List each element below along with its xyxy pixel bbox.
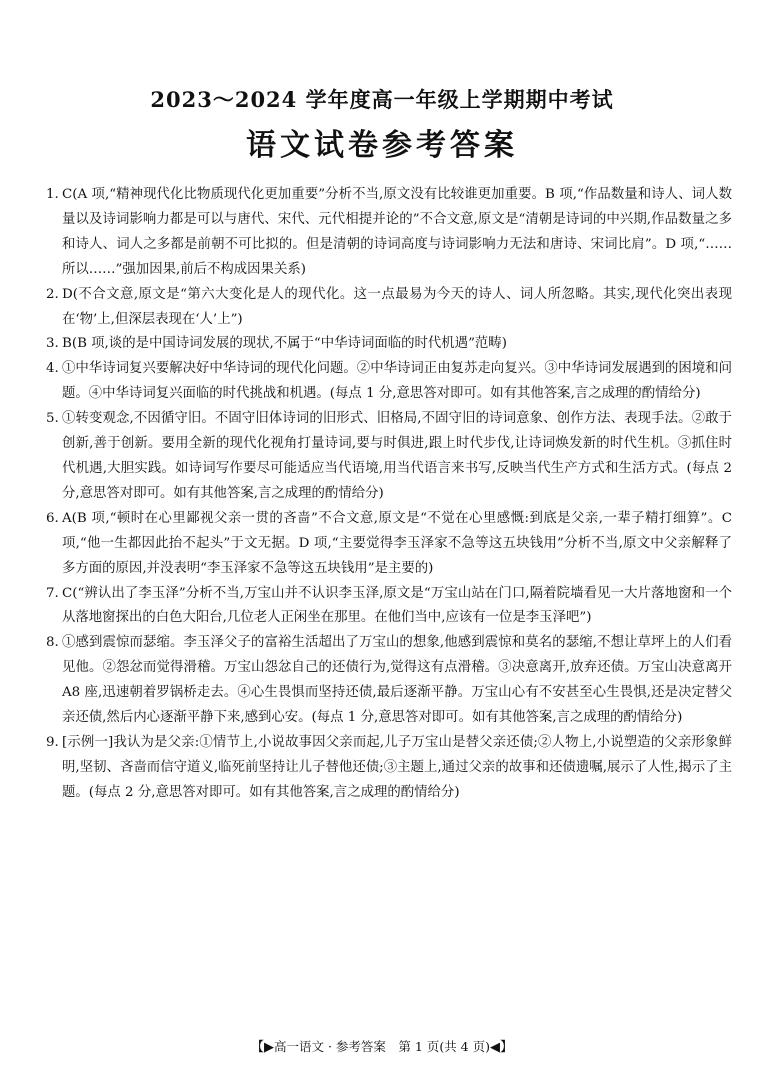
exam-title: 2023～2024 学年度高一年级上学期期中考试 bbox=[150, 87, 614, 112]
answer-key-title: 语文试卷参考答案 bbox=[246, 128, 518, 163]
answer-number: 8. bbox=[46, 635, 59, 651]
answer-number: 2. bbox=[46, 286, 59, 302]
answer-text: B(B 项,谈的是中国诗词发展的现状,不属于“中华诗词面临的时代机遇”范畴) bbox=[62, 336, 507, 352]
answer-text: C(“辨认出了李玉泽”分析不当,万宝山并不认识李玉泽,原文是“万宝山站在门口,隔着院墙看见一大片落地窗和一个从落地窗探出的白色大阳台,几位老人正闲坐在那里。在他们当中,应该有一位是李玉泽吧”) bbox=[62, 585, 732, 626]
answer-item-2 bbox=[46, 283, 732, 333]
answer-number: 1. bbox=[46, 187, 59, 202]
answer-number: 7. bbox=[46, 585, 59, 601]
answer-item-1 bbox=[46, 183, 732, 283]
answer-item-3 bbox=[46, 332, 732, 357]
answer-item-7 bbox=[46, 582, 732, 632]
answer-number: 4. bbox=[46, 361, 59, 377]
answer-text: ①转变观念,不因循守旧。不固守旧体诗词的旧形式、旧格局,不固守旧的诗词意象、创作方法、表现手法。②敢于创新,善于创新。要用全新的现代化视角打量诗词,要与时俱进,跟上时代步伐,让诗词焕发新的时代生机。③抓住时代机遇,大胆实践。如诗词写作要尽可能适应当代语境,用当代语言来书写,反映当代生产方式和生活方式。(每点 2 分,意思答对即可。如有其他答案,言之成理的酌情给分) bbox=[62, 411, 732, 501]
answer-item-5 bbox=[46, 407, 732, 507]
answer-text: A(B 项,“顿时在心里鄙视父亲一贯的吝啬”不合文意,原文是“不觉在心里感慨:到底是父亲,一辈子精打细算”。C 项,“他一生都因此抬不起头”于文无据。D 项,“主要觉得李玉泽家不急等这五块钱用”分析不当,原文中父亲解释了多方面的原因,并没表明“李玉泽家不急等这五块钱用”是主要的) bbox=[62, 510, 732, 576]
answer-list bbox=[46, 183, 732, 806]
answer-text: ①中华诗词复兴要解决好中华诗词的现代化问题。②中华诗词正由复苏走向复兴。③中华诗词发展遇到的困境和问题。④中华诗词复兴面临的时代挑战和机遇。(每点 1 分,意思答对即可。如有其他答案,言之成理的酌情给分) bbox=[62, 361, 732, 402]
footer-right-mark: ◀】 bbox=[489, 1040, 513, 1055]
answer-text: [示例一]我认为是父亲:①情节上,小说故事因父亲而起,儿子万宝山是替父亲还债;②人物上,小说塑造的父亲形象鲜明,坚韧、吝啬而信守道义,临死前坚持让儿子替他还债;③主题上,通过父亲的故事和还债遗嘱,展示了人性,揭示了主题。(每点 2 分,意思答对即可。如有其他答案,言之成理的酌情给分) bbox=[62, 734, 732, 800]
answer-number: 9. bbox=[46, 734, 59, 750]
answer-number: 3. bbox=[46, 336, 59, 352]
answer-text: ①感到震惊而瑟缩。李玉泽父子的富裕生活超出了万宝山的想象,他感到震惊和莫名的瑟缩,不想让草坪上的人们看见他。②怨忿而觉得滑稽。万宝山怨忿自己的还债行为,觉得这有点滑稽。③决意离开,放弃还债。万宝山决意离开 A8 座,迅速朝着罗锅桥走去。④心生畏惧而坚持还债,最后逐渐平静。万宝山心有不安甚至心生畏惧,还是决定替父亲还债,然后内心逐渐平静下来,感到心安。(每点 1 分,意思答对即可。如有其他答案,言之成理的酌情给分) bbox=[62, 635, 732, 726]
page-footer bbox=[0, 1036, 764, 1055]
footer-text: 高一语文 · 参考答案 第 1 页(共 4 页) bbox=[274, 1039, 490, 1054]
answer-text: C(A 项,“精神现代化比物质现代化更加重要”分析不当,原文没有比较谁更加重要。B 项,“作品数量和诗人、词人数量以及诗词影响力都是可以与唐代、宋代、元代相提并论的”不合文意,原文是“清朝是诗词的中兴期,作品数量之多和诗人、词人之多都是前朝不可比拟的。但是清朝的诗词高度与诗词影响力无法和唐诗、宋词比肩”。D 项,“……所以……”强加因果,前后不构成因果关系) bbox=[62, 187, 732, 277]
footer-left-mark: 【▶ bbox=[251, 1040, 274, 1055]
answer-number: 6. bbox=[46, 510, 59, 526]
answer-number: 5. bbox=[46, 411, 59, 427]
answer-item-4 bbox=[46, 357, 732, 407]
answer-text: D(不合文意,原文是“第六大变化是人的现代化。这一点最易为今天的诗人、词人所忽略。其实,现代化突出表现在‘物’上,但深层表现在‘人’上”) bbox=[62, 286, 732, 327]
answer-item-9 bbox=[46, 731, 732, 806]
answer-item-6 bbox=[46, 507, 732, 582]
answer-item-8 bbox=[46, 631, 732, 731]
